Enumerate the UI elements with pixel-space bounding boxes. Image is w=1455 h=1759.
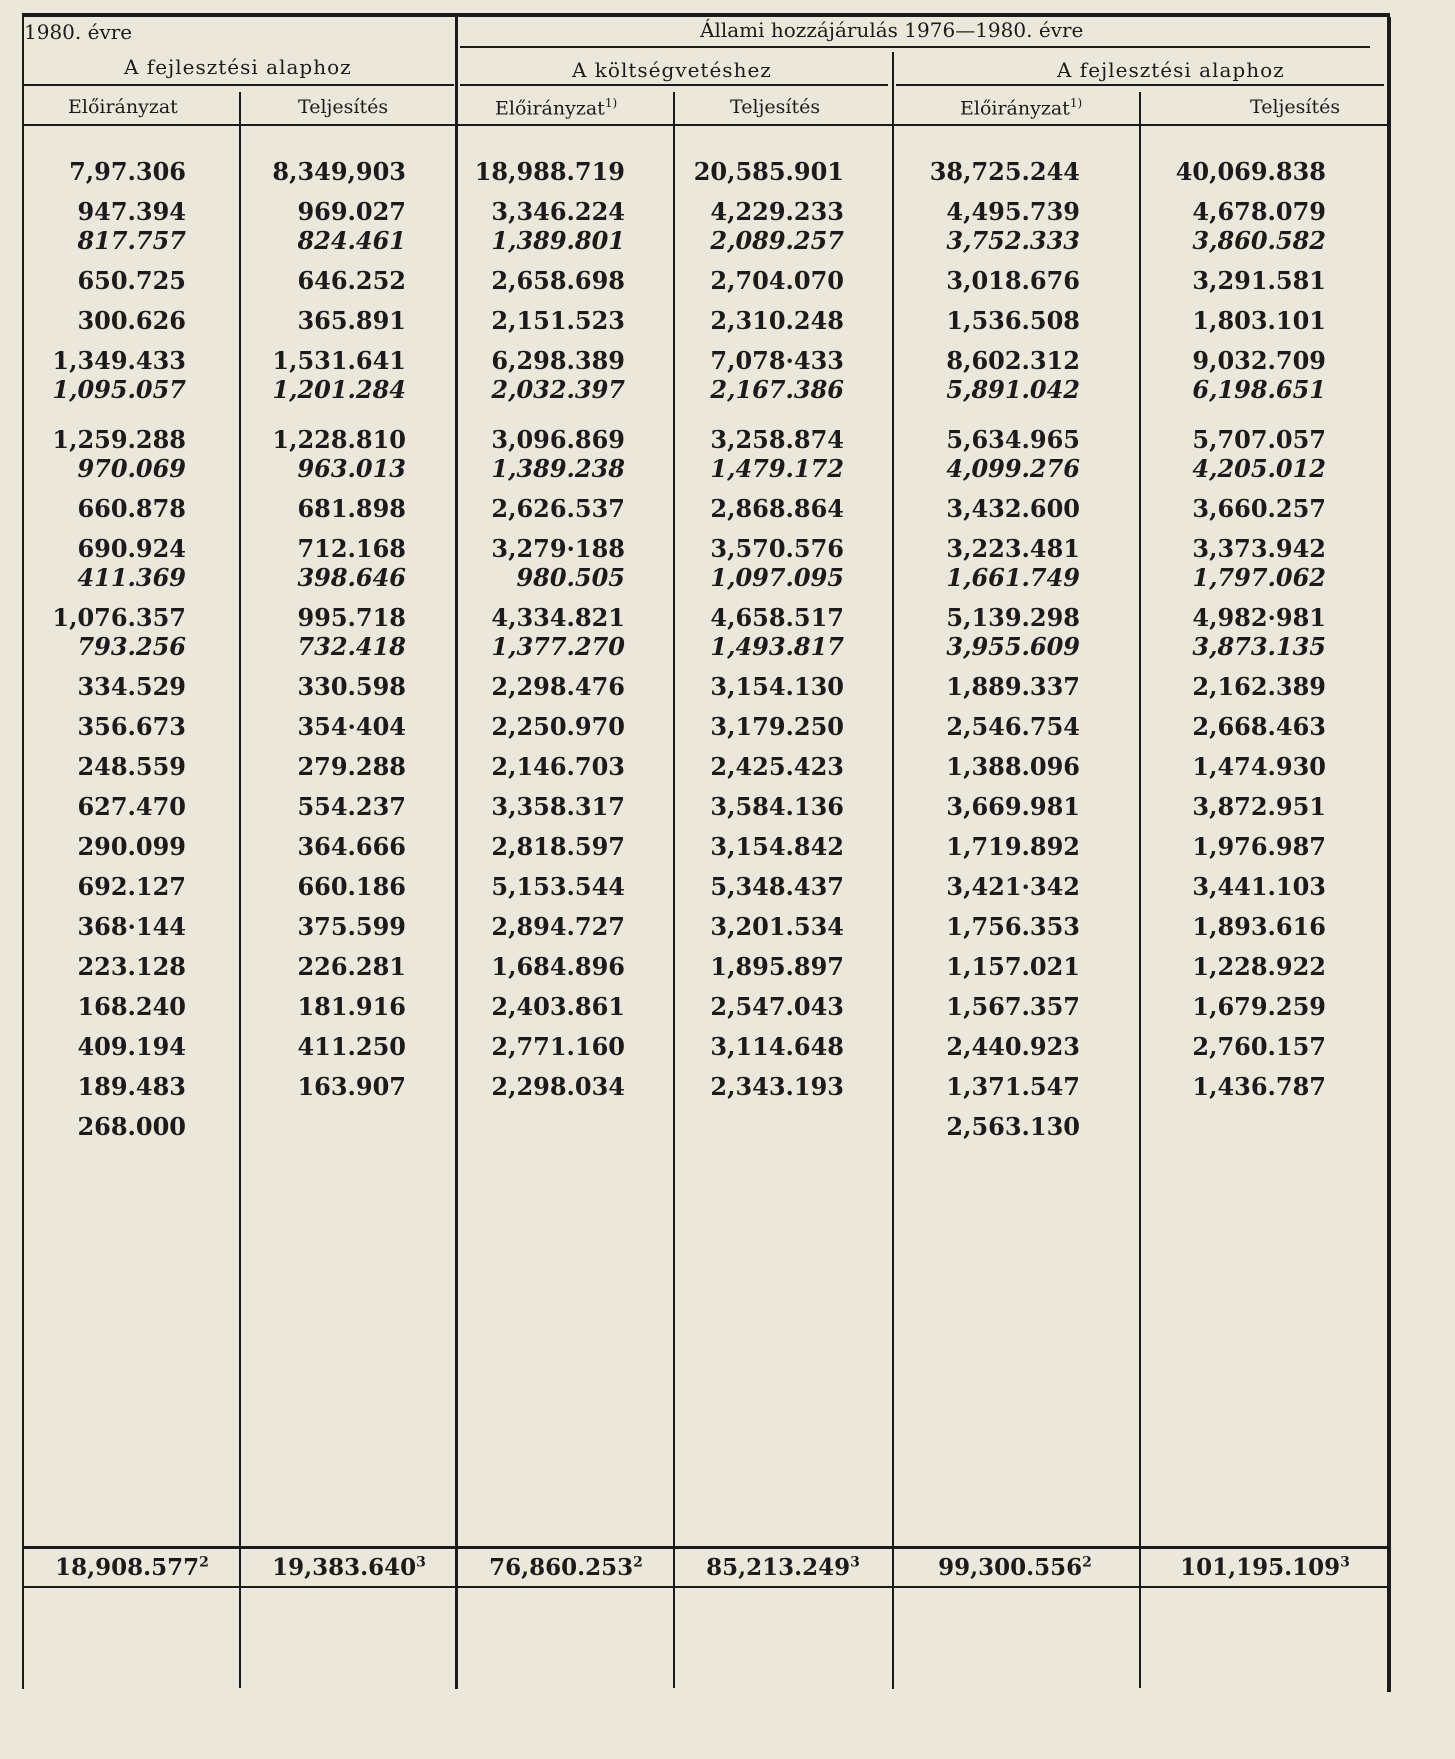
table-cell: 1,349.433 bbox=[52, 346, 186, 375]
total-value: 18,908.577 bbox=[55, 1554, 200, 1581]
table-cell: 1,756.353 bbox=[946, 912, 1080, 941]
table-cell: 646.252 bbox=[297, 266, 406, 295]
table-cell: 20,585.901 bbox=[693, 157, 844, 186]
table-cell: 1,479.172 bbox=[710, 454, 844, 483]
table-cell: 18,988.719 bbox=[474, 157, 625, 186]
table-cell: 1,803.101 bbox=[1192, 306, 1326, 335]
table-cell: 2,546.754 bbox=[946, 712, 1080, 741]
table-cell: 2,658.698 bbox=[491, 266, 625, 295]
table-cell: 7,078·433 bbox=[710, 346, 844, 375]
table-cell: 4,229.233 bbox=[710, 197, 844, 226]
table-cell: 2,818.597 bbox=[491, 832, 625, 861]
table-cell: 1,976.987 bbox=[1192, 832, 1326, 861]
year-label: 1980. évre bbox=[24, 20, 133, 44]
table-cell: 1,371.547 bbox=[946, 1072, 1080, 1101]
table-cell: 1,228.922 bbox=[1192, 952, 1326, 981]
table-cell: 2,298.476 bbox=[491, 672, 625, 701]
totals-bottom-rule bbox=[24, 1586, 1389, 1588]
table-cell: 168.240 bbox=[77, 992, 186, 1021]
table-cell: 2,760.157 bbox=[1192, 1032, 1326, 1061]
table-cell: 279.288 bbox=[297, 752, 406, 781]
table-cell: 4,099.276 bbox=[946, 454, 1080, 483]
col-header-2: Teljesítés bbox=[298, 96, 389, 118]
table-cell: 2,167.386 bbox=[710, 375, 844, 404]
table-cell: 1,536.508 bbox=[946, 306, 1080, 335]
left-sub-underline bbox=[24, 84, 454, 86]
table-cell: 2,425.423 bbox=[710, 752, 844, 781]
table-cell: 181.916 bbox=[297, 992, 406, 1021]
table-cell: 354·404 bbox=[297, 712, 406, 741]
table-cell: 817.757 bbox=[77, 226, 186, 255]
table-cell: 163.907 bbox=[297, 1072, 406, 1101]
table-cell: 1,097.095 bbox=[710, 563, 844, 592]
table-cell: 947.394 bbox=[77, 197, 186, 226]
table-cell: 3,358.317 bbox=[491, 792, 625, 821]
table-cell: 995.718 bbox=[297, 603, 406, 632]
table-cell: 3,179.250 bbox=[710, 712, 844, 741]
table-cell: 2,162.389 bbox=[1192, 672, 1326, 701]
table-cell: 554.237 bbox=[297, 792, 406, 821]
table-cell: 7,97.306 bbox=[69, 157, 186, 186]
table-cell: 2,343.193 bbox=[710, 1072, 844, 1101]
table-cell: 2,403.861 bbox=[491, 992, 625, 1021]
table-cell: 226.281 bbox=[297, 952, 406, 981]
col-header-4: Teljesítés bbox=[730, 96, 821, 118]
table-cell: 2,032.397 bbox=[491, 375, 625, 404]
table-cell: 365.891 bbox=[297, 306, 406, 335]
table-cell: 223.128 bbox=[77, 952, 186, 981]
table-cell: 980.505 bbox=[516, 563, 625, 592]
table-cell: 1,377.270 bbox=[491, 632, 625, 661]
table-cell: 970.069 bbox=[77, 454, 186, 483]
col-header-5: Előirányzat$^{1)}$ bbox=[960, 96, 1083, 120]
table-cell: 38,725.244 bbox=[929, 157, 1080, 186]
total-value: 76,860.253 bbox=[489, 1554, 634, 1581]
divider-col4-col5 bbox=[892, 52, 894, 1689]
table-cell: 2,310.248 bbox=[710, 306, 844, 335]
table-cell: 3,154.130 bbox=[710, 672, 844, 701]
table-cell: 1,388.096 bbox=[946, 752, 1080, 781]
col-header-6: Teljesítés bbox=[1250, 96, 1341, 118]
table-cell: 3,660.257 bbox=[1192, 494, 1326, 523]
right-subheader: A fejlesztési alaphoz bbox=[1057, 58, 1285, 82]
table-cell: 1,389.238 bbox=[491, 454, 625, 483]
table-cell: 375.599 bbox=[297, 912, 406, 941]
divider-col5-col6 bbox=[1139, 92, 1141, 1688]
table-cell: 627.470 bbox=[77, 792, 186, 821]
table-cell: 1,889.337 bbox=[946, 672, 1080, 701]
table-cell: 2,668.463 bbox=[1192, 712, 1326, 741]
table-cell: 1,895.897 bbox=[710, 952, 844, 981]
total-footnote: 2 bbox=[199, 1554, 209, 1571]
table-cell: 411.369 bbox=[77, 563, 186, 592]
table-cell: 692.127 bbox=[77, 872, 186, 901]
table-cell: 1,076.357 bbox=[52, 603, 186, 632]
table-cell: 3,373.942 bbox=[1192, 534, 1326, 563]
table-cell: 5,348.437 bbox=[710, 872, 844, 901]
table-cell: 969.027 bbox=[297, 197, 406, 226]
table-cell: 330.598 bbox=[297, 672, 406, 701]
mid-subheader: A költségvetéshez bbox=[572, 58, 772, 82]
table-cell: 3,096.869 bbox=[491, 425, 625, 454]
table-cell: 1,531.641 bbox=[272, 346, 406, 375]
total-value: 19,383.640 bbox=[272, 1554, 417, 1581]
right-sub-underline bbox=[896, 84, 1384, 86]
table-cell: 364.666 bbox=[297, 832, 406, 861]
table-cell: 334.529 bbox=[77, 672, 186, 701]
total-footnote: 3 bbox=[1340, 1554, 1350, 1571]
table-cell: 3,432.600 bbox=[946, 494, 1080, 523]
table-cell: 1,684.896 bbox=[491, 952, 625, 981]
table-cell: 1,661.749 bbox=[946, 563, 1080, 592]
table-cell: 6,298.389 bbox=[491, 346, 625, 375]
total-footnote: 3 bbox=[416, 1554, 426, 1571]
table-cell: 9,032.709 bbox=[1192, 346, 1326, 375]
table-cell: 356.673 bbox=[77, 712, 186, 741]
group-underline bbox=[460, 46, 1370, 48]
table-cell: 1,259.288 bbox=[52, 425, 186, 454]
table-cell: 1,893.616 bbox=[1192, 912, 1326, 941]
table-cell: 4,495.739 bbox=[946, 197, 1080, 226]
left-border bbox=[22, 17, 24, 1689]
table-cell: 3,291.581 bbox=[1192, 266, 1326, 295]
table-cell: 290.099 bbox=[77, 832, 186, 861]
table-cell: 3,570.576 bbox=[710, 534, 844, 563]
table-cell: 3,421·342 bbox=[946, 872, 1080, 901]
total-value: 85,213.249 bbox=[706, 1554, 851, 1581]
table-cell: 660.878 bbox=[77, 494, 186, 523]
table-cell: 3,441.103 bbox=[1192, 872, 1326, 901]
table-cell: 5,153.544 bbox=[491, 872, 625, 901]
table-cell: 2,563.130 bbox=[946, 1112, 1080, 1141]
table-cell: 5,707.057 bbox=[1192, 425, 1326, 454]
total-cell bbox=[915, 1554, 1115, 1581]
table-cell: 3,752.333 bbox=[946, 226, 1080, 255]
table-cell: 824.461 bbox=[297, 226, 406, 255]
table-cell: 4,205.012 bbox=[1192, 454, 1326, 483]
total-footnote: 2 bbox=[633, 1554, 643, 1571]
table-cell: 4,658.517 bbox=[710, 603, 844, 632]
table-cell: 5,891.042 bbox=[946, 375, 1080, 404]
table-cell: 2,298.034 bbox=[491, 1072, 625, 1101]
divider-col1-col2 bbox=[239, 92, 241, 1688]
table-cell: 2,894.727 bbox=[491, 912, 625, 941]
table-cell: 2,250.970 bbox=[491, 712, 625, 741]
divider-col3-col4 bbox=[673, 92, 675, 1688]
divider-col2-col3 bbox=[455, 17, 458, 1689]
total-cell bbox=[683, 1554, 883, 1581]
table-cell: 1,567.357 bbox=[946, 992, 1080, 1021]
table-cell: 2,089.257 bbox=[710, 226, 844, 255]
table-cell: 1,228.810 bbox=[272, 425, 406, 454]
table-cell: 5,634.965 bbox=[946, 425, 1080, 454]
table-cell: 8,349,903 bbox=[272, 157, 406, 186]
table-cell: 3,258.874 bbox=[710, 425, 844, 454]
table-cell: 650.725 bbox=[77, 266, 186, 295]
table-cell: 732.418 bbox=[297, 632, 406, 661]
table-cell: 3,955.609 bbox=[946, 632, 1080, 661]
right-border bbox=[1387, 17, 1391, 1692]
col-header-1: Előirányzat bbox=[68, 96, 178, 118]
col-header-3: Előirányzat$^{1)}$ bbox=[495, 96, 618, 120]
table-cell: 248.559 bbox=[77, 752, 186, 781]
table-cell: 4,982·981 bbox=[1192, 603, 1326, 632]
table-cell: 690.924 bbox=[77, 534, 186, 563]
table-cell: 411.250 bbox=[297, 1032, 406, 1061]
table-cell: 1,201.284 bbox=[272, 375, 406, 404]
table-cell: 2,151.523 bbox=[491, 306, 625, 335]
top-rule bbox=[22, 13, 1390, 17]
left-subheader: A fejlesztési alaphoz bbox=[124, 55, 352, 79]
table-cell: 3,114.648 bbox=[710, 1032, 844, 1061]
header-bottom-rule bbox=[24, 124, 1389, 126]
table-cell: 2,771.160 bbox=[491, 1032, 625, 1061]
table-cell: 3,669.981 bbox=[946, 792, 1080, 821]
total-cell bbox=[32, 1554, 232, 1581]
table-cell: 3,201.534 bbox=[710, 912, 844, 941]
table-cell: 1,436.787 bbox=[1192, 1072, 1326, 1101]
totals-top-rule bbox=[24, 1546, 1389, 1549]
table-cell: 3,279·188 bbox=[491, 534, 625, 563]
table-cell: 3,873.135 bbox=[1192, 632, 1326, 661]
table-cell: 1,493.817 bbox=[710, 632, 844, 661]
table-cell: 3,154.842 bbox=[710, 832, 844, 861]
table-cell: 3,223.481 bbox=[946, 534, 1080, 563]
table-cell: 2,704.070 bbox=[710, 266, 844, 295]
table-cell: 2,146.703 bbox=[491, 752, 625, 781]
table-cell: 793.256 bbox=[77, 632, 186, 661]
group-title: Állami hozzájárulás 1976—1980. évre bbox=[700, 18, 1084, 42]
total-value: 101,195.109 bbox=[1180, 1554, 1341, 1581]
table-cell: 2,547.043 bbox=[710, 992, 844, 1021]
table-cell: 1,474.930 bbox=[1192, 752, 1326, 781]
table-cell: 3,860.582 bbox=[1192, 226, 1326, 255]
table-cell: 398.646 bbox=[297, 563, 406, 592]
table-cell: 3,872.951 bbox=[1192, 792, 1326, 821]
table-cell: 660.186 bbox=[297, 872, 406, 901]
table-cell: 1,797.062 bbox=[1192, 563, 1326, 592]
table-cell: 268.000 bbox=[77, 1112, 186, 1141]
table-cell: 5,139.298 bbox=[946, 603, 1080, 632]
total-cell bbox=[249, 1554, 449, 1581]
table-cell: 1,719.892 bbox=[946, 832, 1080, 861]
table-cell: 2,626.537 bbox=[491, 494, 625, 523]
total-footnote: 2 bbox=[1082, 1554, 1092, 1571]
table-cell: 300.626 bbox=[77, 306, 186, 335]
table-cell: 1,389.801 bbox=[491, 226, 625, 255]
table-cell: 8,602.312 bbox=[946, 346, 1080, 375]
mid-sub-underline bbox=[460, 84, 888, 86]
table-cell: 2,440.923 bbox=[946, 1032, 1080, 1061]
table-cell: 3,346.224 bbox=[491, 197, 625, 226]
table-cell: 712.168 bbox=[297, 534, 406, 563]
table-cell: 4,334.821 bbox=[491, 603, 625, 632]
table-cell: 963.013 bbox=[297, 454, 406, 483]
total-cell bbox=[1165, 1554, 1365, 1581]
table-cell: 409.194 bbox=[77, 1032, 186, 1061]
table-cell: 4,678.079 bbox=[1192, 197, 1326, 226]
table-cell: 3,584.136 bbox=[710, 792, 844, 821]
total-footnote: 3 bbox=[850, 1554, 860, 1571]
table-cell: 189.483 bbox=[77, 1072, 186, 1101]
table-cell: 1,679.259 bbox=[1192, 992, 1326, 1021]
table-cell: 6,198.651 bbox=[1192, 375, 1326, 404]
total-value: 99,300.556 bbox=[938, 1554, 1083, 1581]
table-cell: 681.898 bbox=[297, 494, 406, 523]
total-cell bbox=[466, 1554, 666, 1581]
table-cell: 368·144 bbox=[77, 912, 186, 941]
table-cell: 1,157.021 bbox=[946, 952, 1080, 981]
table-cell: 40,069.838 bbox=[1175, 157, 1326, 186]
table-cell: 1,095.057 bbox=[52, 375, 186, 404]
table-cell: 3,018.676 bbox=[946, 266, 1080, 295]
table-cell: 2,868.864 bbox=[710, 494, 844, 523]
